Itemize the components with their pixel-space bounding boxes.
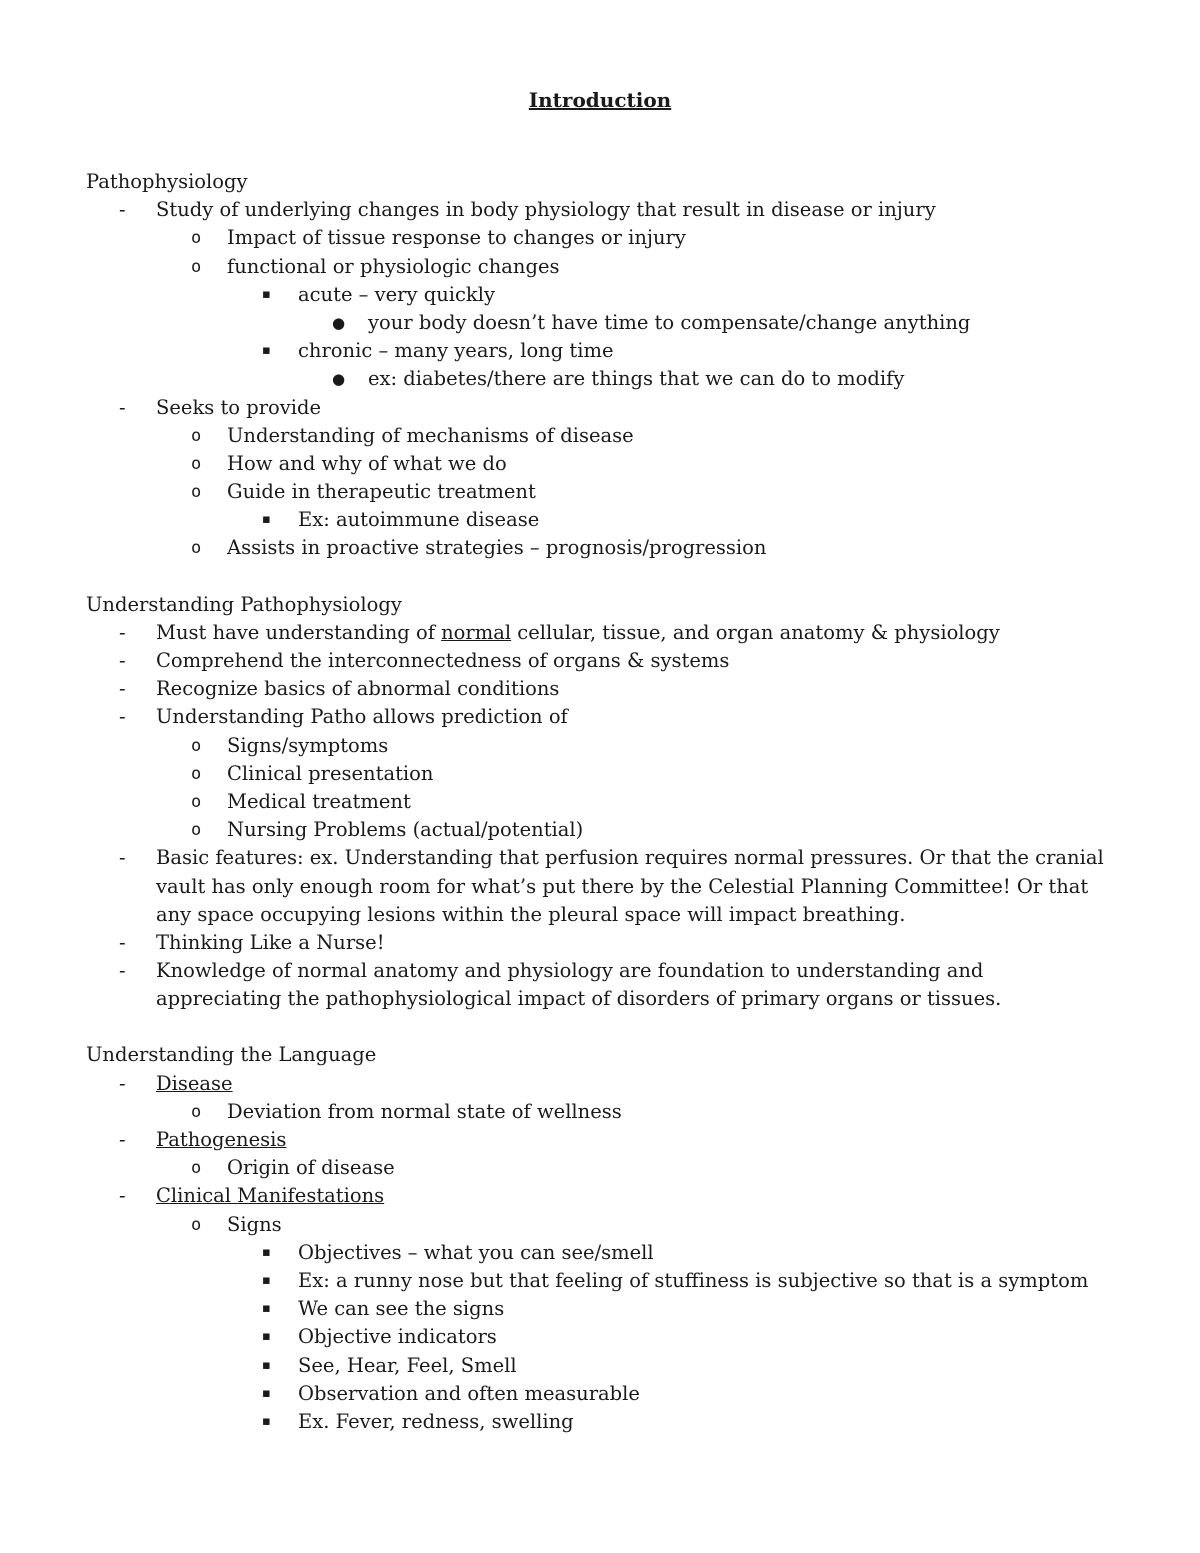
dash-bullet: -	[119, 198, 126, 222]
page-title: Introduction	[528, 88, 672, 112]
list-item: ▪ Objectives – what you can see/smell	[0, 1239, 1200, 1267]
list-item: - Thinking Like a Nurse!	[0, 929, 1200, 957]
dash-bullet: -	[119, 1184, 126, 1208]
circle-bullet: o	[191, 735, 202, 756]
circle-bullet: o	[191, 453, 202, 474]
circle-bullet: o	[191, 482, 202, 503]
list-item: ● ex: diabetes/there are things that we can do to modify	[0, 365, 1200, 393]
circle-bullet: o	[191, 425, 202, 446]
circle-bullet: o	[191, 228, 202, 249]
dash-bullet: -	[119, 620, 126, 644]
list-item-continuation: any space occupying lesions within the pleural space will impact breathing.	[156, 902, 906, 926]
list-item: - Comprehend the interconnectedness of organs & systems	[0, 647, 1200, 675]
list-item: - Must have understanding of normal cellular, tissue, and organ anatomy & physiology	[0, 619, 1200, 647]
square-bullet: ▪	[262, 1244, 271, 1260]
square-bullet: ▪	[262, 286, 271, 302]
term-disease: Disease	[156, 1071, 233, 1095]
blank-line	[0, 1013, 1200, 1041]
document-body	[0, 168, 1200, 1436]
dash-bullet: -	[119, 930, 126, 954]
section-heading-understanding-pathophysiology: Understanding Pathophysiology	[86, 592, 402, 616]
dot-bullet: ●	[332, 370, 346, 389]
list-item: - Understanding Patho allows prediction of	[0, 703, 1200, 731]
square-bullet: ▪	[262, 1272, 271, 1288]
list-item: - Recognize basics of abnormal conditions	[0, 675, 1200, 703]
dash-bullet: -	[119, 649, 126, 672]
dot-bullet: ●	[332, 313, 346, 332]
term-clinical-manifestations: Clinical Manifestations	[156, 1184, 385, 1208]
square-bullet: ▪	[262, 1413, 271, 1429]
list-item: ▪ We can see the signs	[0, 1295, 1200, 1323]
circle-bullet: o	[191, 1101, 202, 1122]
list-item: o Assists in proactive strategies – prognosis/progression	[0, 534, 1200, 562]
list-item: - Basic features: ex. Understanding that perfusion requires normal pressures. Or that the cranial	[0, 844, 1200, 872]
list-item: o Guide in therapeutic treatment	[0, 478, 1200, 506]
dash-bullet: -	[119, 677, 126, 701]
list-item: o Deviation from normal state of wellness	[0, 1098, 1200, 1126]
square-bullet: ▪	[262, 1329, 271, 1345]
underlined-term: normal	[441, 620, 512, 644]
list-item	[0, 1126, 1200, 1154]
list-item: ● your body doesn’t have time to compensate/change anything	[0, 309, 1200, 337]
dash-bullet: -	[119, 846, 126, 870]
dash-bullet: -	[119, 705, 126, 729]
blank-line	[0, 563, 1200, 591]
list-item: ▪ Objective indicators	[0, 1323, 1200, 1351]
list-item: o Impact of tissue response to changes or injury	[0, 224, 1200, 252]
circle-bullet: o	[191, 256, 202, 277]
list-item: ▪ Ex: a runny nose but that feeling of stuffiness is subjective so that is a symptom	[0, 1267, 1200, 1295]
list-item	[0, 1182, 1200, 1210]
list-item: o Medical treatment	[0, 788, 1200, 816]
circle-bullet: o	[191, 791, 202, 812]
list-item: o Signs/symptoms	[0, 732, 1200, 760]
circle-bullet: o	[191, 1158, 202, 1179]
list-item: ▪ chronic – many years, long time	[0, 337, 1200, 365]
circle-bullet: o	[191, 538, 202, 559]
square-bullet: ▪	[262, 512, 271, 528]
list-item: o functional or physiologic changes	[0, 253, 1200, 281]
list-item: o Origin of disease	[0, 1154, 1200, 1182]
list-item: o How and why of what we do	[0, 450, 1200, 478]
list-item-continuation: vault has only enough room for what’s put there by the Celestial Planning Committee! Or that	[156, 874, 1089, 898]
circle-bullet: o	[191, 763, 202, 784]
circle-bullet: o	[191, 820, 202, 841]
square-bullet: ▪	[262, 1385, 271, 1401]
list-item: - Seeks to provide	[0, 394, 1200, 422]
list-item: ▪ Observation and often measurable	[0, 1380, 1200, 1408]
square-bullet: ▪	[262, 343, 271, 359]
dash-bullet: -	[119, 395, 126, 419]
dash-bullet: -	[119, 959, 126, 983]
list-item: ▪ Ex. Fever, redness, swelling	[0, 1408, 1200, 1436]
section-heading-understanding-the-language: Understanding the Language	[86, 1043, 377, 1067]
square-bullet: ▪	[262, 1301, 271, 1317]
list-item: o Nursing Problems (actual/potential)	[0, 816, 1200, 844]
list-item: - Study of underlying changes in body physiology that result in disease or injury	[0, 196, 1200, 224]
list-item: ▪ Ex: autoimmune disease	[0, 506, 1200, 534]
term-pathogenesis: Pathogenesis	[156, 1128, 287, 1151]
list-item: ▪ acute – very quickly	[0, 281, 1200, 309]
section-heading-pathophysiology: Pathophysiology	[86, 170, 248, 193]
circle-bullet: o	[191, 1214, 202, 1235]
square-bullet: ▪	[262, 1357, 271, 1373]
dash-bullet: -	[119, 1128, 126, 1151]
list-item: - Knowledge of normal anatomy and physiology are foundation to understanding and	[0, 957, 1200, 985]
list-item: o Signs	[0, 1211, 1200, 1239]
list-item: o Understanding of mechanisms of disease	[0, 422, 1200, 450]
list-item-continuation: appreciating the pathophysiological impact of disorders of primary organs or tissues.	[156, 987, 1002, 1011]
list-item: o Clinical presentation	[0, 760, 1200, 788]
list-item	[0, 1070, 1200, 1098]
list-item: ▪ See, Hear, Feel, Smell	[0, 1352, 1200, 1380]
dash-bullet: -	[119, 1071, 126, 1095]
